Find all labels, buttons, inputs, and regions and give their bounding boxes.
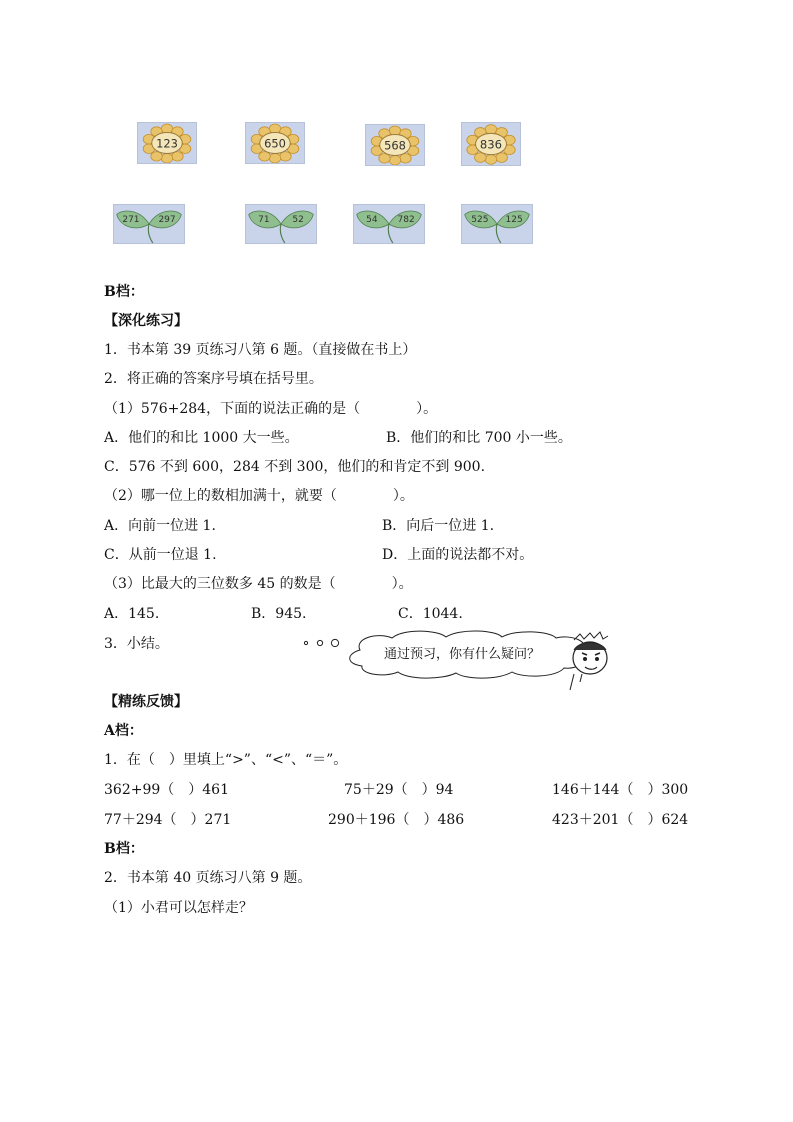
flower-icon	[246, 123, 304, 163]
feedback-question-2-1: （1）小君可以怎样走？	[104, 900, 253, 916]
deep-practice-title: 【深化练习】	[104, 313, 188, 329]
compare-item: 290＋196（ ）486	[328, 812, 465, 828]
flower-number: 123	[156, 136, 178, 151]
flower-card-2	[245, 122, 305, 164]
leaf-card-3	[353, 204, 425, 244]
bubble-text: 通过预习，你有什么疑问？	[384, 647, 541, 662]
flower-number: 568	[384, 138, 406, 153]
thought-bubble	[300, 628, 630, 690]
leaf-pair-icon	[354, 205, 424, 243]
option-2-2-d: D．上面的说法都不对。	[382, 547, 534, 563]
feedback-title: 【精练反馈】	[104, 694, 188, 710]
compare-item: 362+99（ ）461	[104, 782, 229, 798]
leaf-card-2	[245, 204, 317, 244]
compare-item: 77＋294（ ）271	[104, 812, 232, 828]
option-2-3-b: B．945.	[251, 606, 307, 622]
question-2-1: （1）576+284，下面的说法正确的是（ ）。	[104, 401, 438, 417]
leaf-left-number: 525	[471, 215, 489, 226]
leaf-card-4	[461, 204, 533, 244]
feedback-question-1: 1．在（ ）里填上“>”、“<”、“＝”。	[104, 752, 348, 768]
option-2-2-c: C．从前一位退 1.	[104, 547, 217, 563]
option-2-3-a: A．145.	[104, 606, 160, 622]
cartoon-boy-icon	[562, 630, 622, 692]
compare-item: 75＋29（ ）94	[344, 782, 454, 798]
leaf-right-number: 782	[397, 215, 415, 226]
flower-card-3	[365, 124, 425, 166]
question-2: 2．将正确的答案序号填在括号里。	[104, 371, 323, 387]
option-2-1-b: B．他们的和比 700 小一些。	[386, 430, 572, 446]
leaf-pair-icon	[246, 205, 316, 243]
leaf-left-number: 271	[122, 215, 140, 226]
flower-number: 650	[264, 136, 286, 151]
leaf-right-number: 52	[292, 215, 304, 226]
leaf-right-number: 297	[158, 215, 176, 226]
question-1: 1．书本第 39 页练习八第 6 题。（直接做在书上）	[104, 342, 417, 358]
section-b-label: B档：	[104, 284, 144, 300]
compare-item: 423＋201（ ）624	[552, 812, 689, 828]
leaf-right-number: 125	[505, 215, 523, 226]
leaf-pair-icon	[114, 205, 184, 243]
question-2-3: （3）比最大的三位数多 45 的数是（ ）。	[104, 576, 413, 592]
section-b-label-2: B档：	[104, 841, 144, 857]
feedback-question-2: 2．书本第 40 页练习八第 9 题。	[104, 870, 312, 886]
option-2-1-a: A．他们的和比 1000 大一些。	[104, 430, 299, 446]
flower-card-4	[461, 122, 521, 166]
section-a-label: A档：	[104, 723, 143, 739]
question-3: 3．小结。	[104, 636, 169, 652]
flower-card-1	[137, 122, 197, 164]
flower-icon	[462, 123, 520, 165]
flower-icon	[138, 123, 196, 163]
leaf-left-number: 71	[258, 215, 270, 226]
flower-icon	[366, 125, 424, 165]
leaf-left-number: 54	[366, 215, 378, 226]
compare-item: 146＋144（ ）300	[552, 782, 689, 798]
leaf-card-1	[113, 204, 185, 244]
leaf-pair-icon	[462, 205, 532, 243]
option-2-3-c: C．1044.	[398, 606, 463, 622]
option-2-1-c: C．576 不到 600，284 不到 300，他们的和肯定不到 900.	[104, 459, 486, 475]
question-2-2: （2）哪一位上的数相加满十，就要（ ）。	[104, 488, 414, 504]
option-2-2-b: B．向后一位进 1.	[382, 518, 495, 534]
option-2-2-a: A．向前一位进 1.	[104, 518, 216, 534]
flower-number: 836	[479, 137, 503, 152]
